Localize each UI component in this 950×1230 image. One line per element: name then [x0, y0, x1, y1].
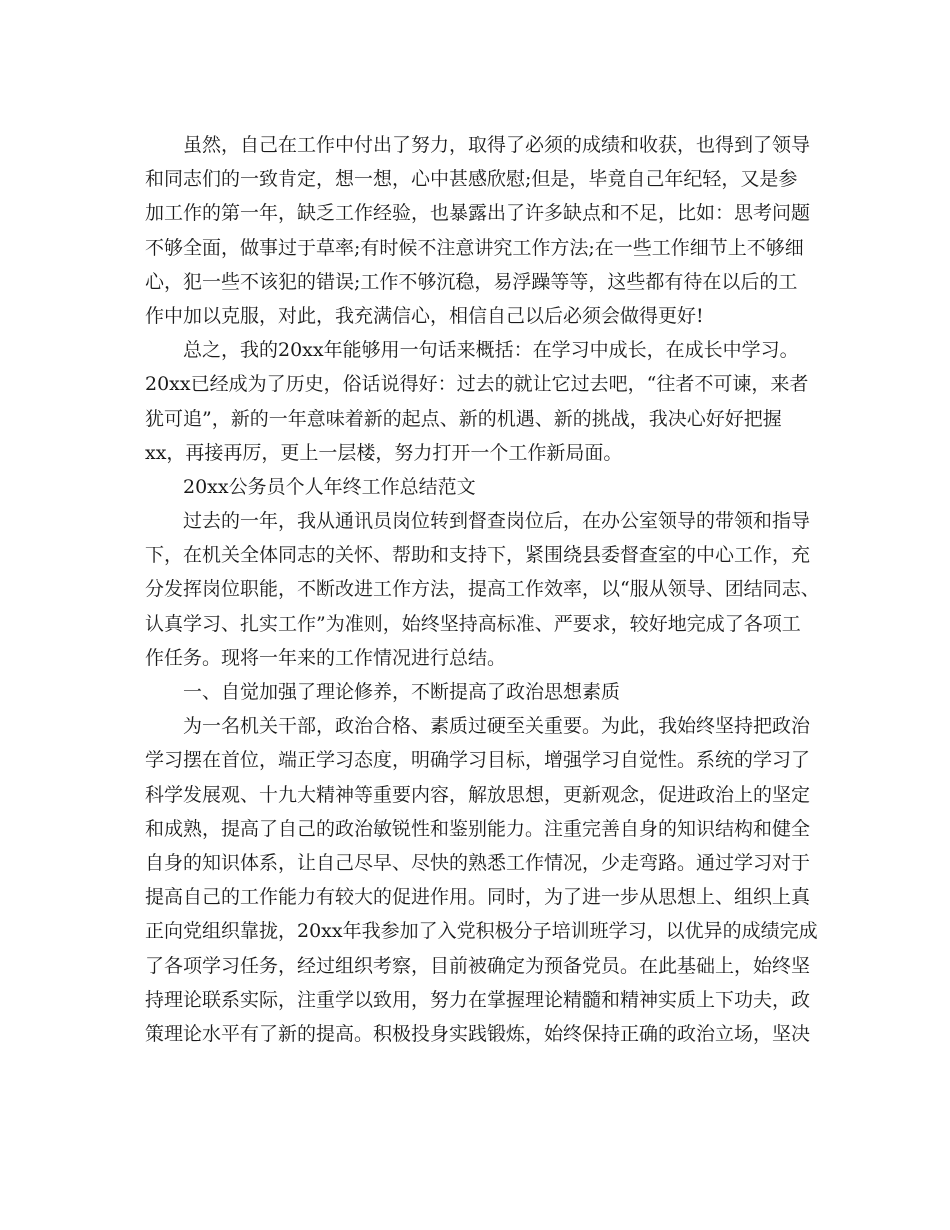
paragraph-line: 为一名机关干部，政治合格、素质过硬至关重要。为此，我始终坚持把政治: [183, 715, 811, 738]
paragraph-line: 总之，我的20xx年能够用一句话来概括：在学习中成长，在成长中学习。: [183, 339, 799, 362]
paragraph-line: 正向党组织靠拢，20xx年我参加了入党积极分子培训班学习，以优异的成绩完成: [145, 920, 818, 943]
paragraph-line: 了各项学习任务，经过组织考察，目前被确定为预备党员。在此基础上，始终坚: [145, 954, 811, 977]
paragraph-line: 科学发展观、十九大精神等重要内容，解放思想，更新观念，促进政治上的坚定: [145, 783, 811, 806]
document-body: [145, 128, 820, 1051]
paragraph-line: 下，在机关全体同志的关怀、帮助和支持下，紧围绕县委督查室的中心工作，充: [145, 544, 811, 567]
paragraph-line: 虽然，自己在工作中付出了努力，取得了必须的成绩和收获，也得到了领导: [183, 134, 811, 156]
paragraph-line: 作任务。现将一年来的工作情况进行总结。: [145, 646, 507, 669]
paragraph-line: 学习摆在首位，端正学习态度，明确学习目标，增强学习自觉性。系统的学习了: [145, 749, 811, 772]
paragraph-line: 持理论联系实际，注重学以致用，努力在掌握理论精髓和精神实质上下功夫，政: [145, 988, 811, 1011]
paragraph-line: 策理论水平有了新的提高。积极投身实践锻炼，始终保持正确的政治立场，坚决: [145, 1022, 811, 1045]
section-heading: 一、自觉加强了理论修养，不断提高了政治思想素质: [183, 681, 621, 703]
paragraph-line: 加工作的第一年，缺乏工作经验，也暴露出了许多缺点和不足，比如：思考问题: [145, 202, 811, 225]
paragraph-line: 过去的一年，我从通讯员岗位转到督查岗位后，在办公室领导的带领和指导: [183, 510, 811, 533]
paragraph-line: 不够全面，做事过于草率;有时候不注意讲究工作方法;在一些工作细节上不够细: [145, 236, 804, 259]
paragraph-line: 20xx已经成为了历史，俗话说得好：过去的就让它过去吧，“往者不可谏，来者: [145, 373, 809, 396]
paragraph-line: 提高自己的工作能力有较大的促进作用。同时，为了进一步从思想上、组织上真: [145, 886, 811, 909]
paragraph-line: 认真学习、扎实工作”为准则，始终坚持高标准、严要求，较好地完成了各项工: [145, 612, 801, 635]
paragraph-line: xx，再接再厉，更上一层楼，努力打开一个工作新局面。: [145, 441, 623, 464]
section-title: 20xx公务员个人年终工作总结范文: [183, 475, 476, 498]
paragraph-line: 心，犯一些不该犯的错误;工作不够沉稳，易浮躁等等，这些都有待在以后的工: [145, 270, 798, 293]
paragraph-line: 和成熟，提高了自己的政治敏锐性和鉴别能力。注重完善自身的知识结构和健全: [145, 817, 811, 840]
paragraph-line: 分发挥岗位职能，不断改进工作方法，提高工作效率，以“服从领导、团结同志、: [145, 578, 820, 601]
paragraph-line: 犹可追”，新的一年意味着新的起点、新的机遇、新的挑战，我决心好好把握: [145, 407, 782, 430]
paragraph-line: 自身的知识体系，让自己尽早、尽快的熟悉工作情况，少走弯路。通过学习对于: [145, 851, 811, 874]
paragraph-line: 和同志们的一致肯定，想一想，心中甚感欣慰;但是，毕竟自己年纪轻，又是参: [145, 168, 798, 191]
paragraph-line: 作中加以克服，对此，我充满信心，相信自己以后必须会做得更好!: [145, 304, 704, 327]
